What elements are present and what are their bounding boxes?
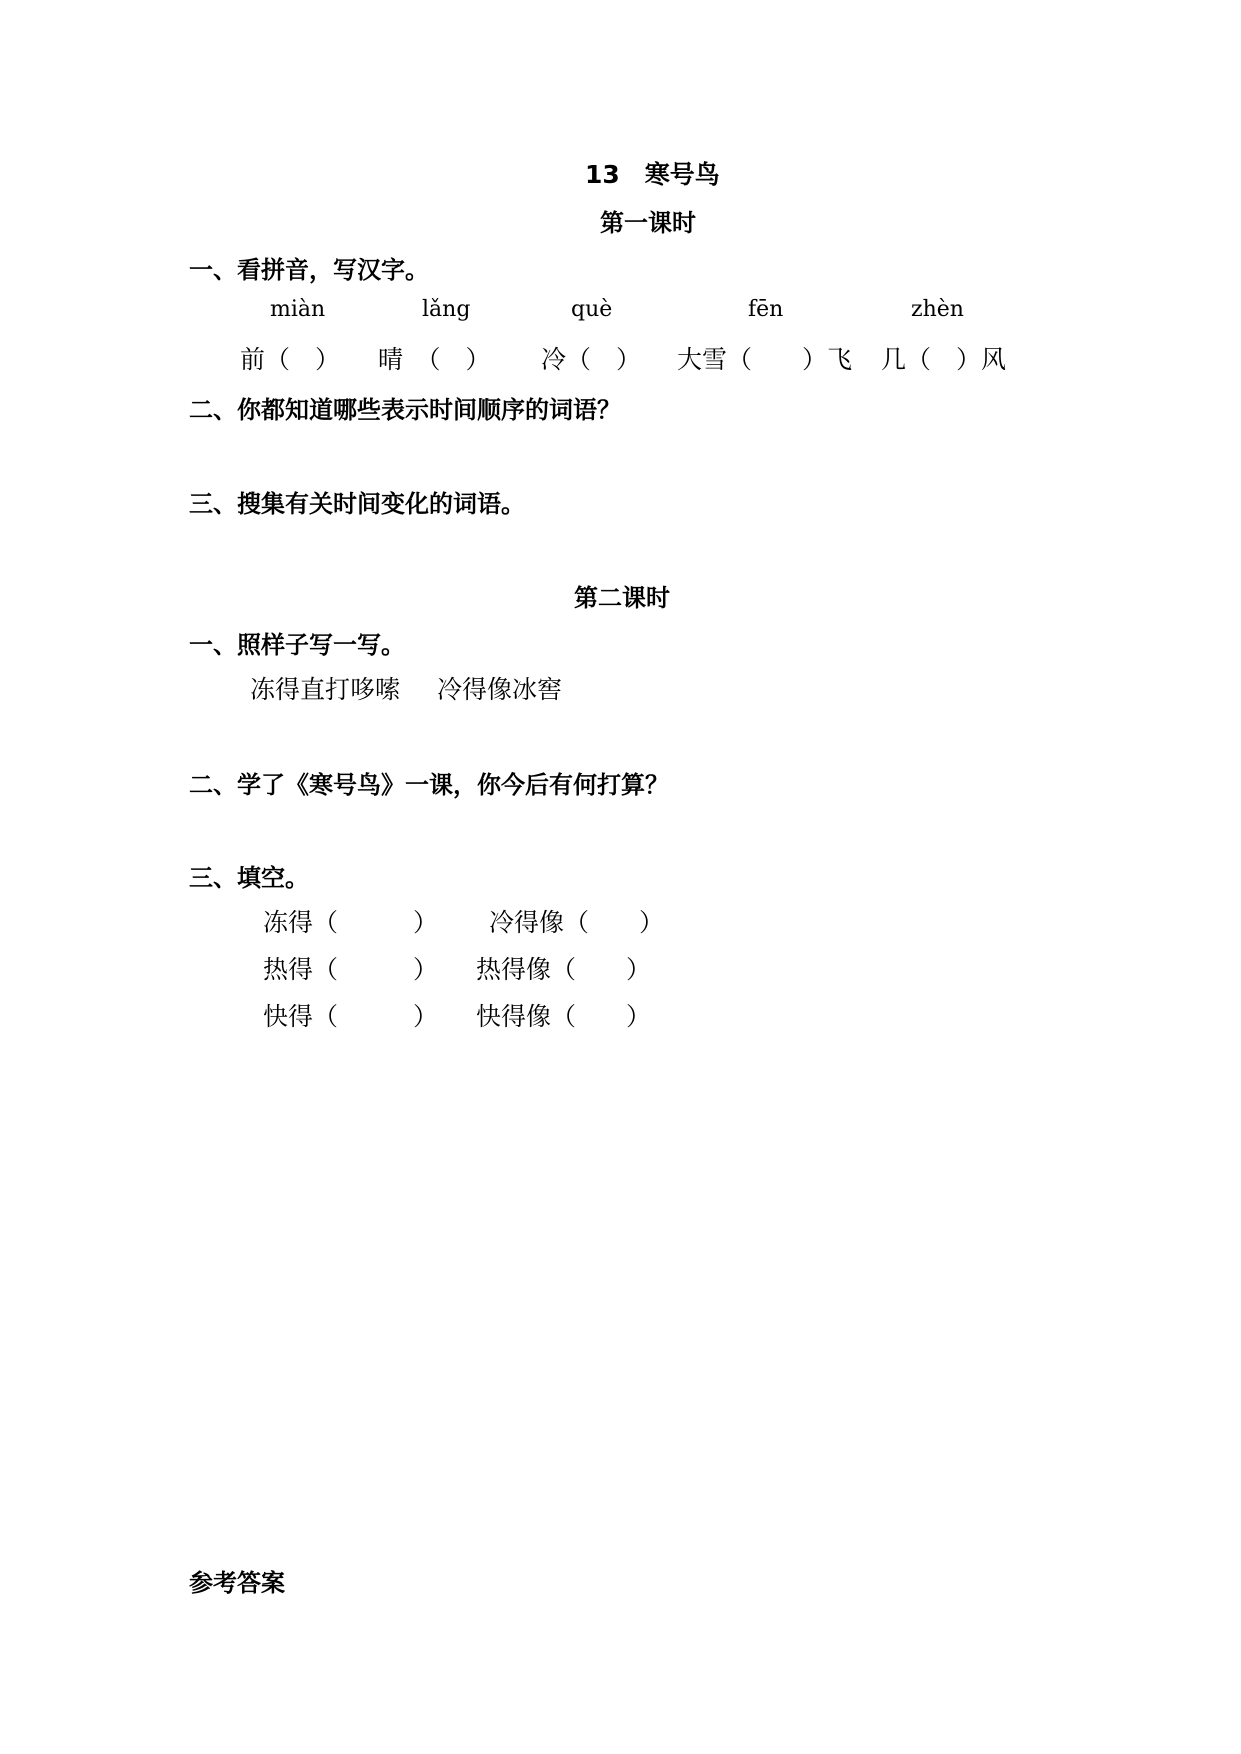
lesson1-q3-label: 三、搜集有关时间变化的词语。 <box>189 490 525 518</box>
char-blank-4: 大雪（ ）飞 <box>677 345 853 374</box>
fill-blank-2a: 热得（ ） <box>263 955 439 984</box>
char-blank-1: 前（ ） <box>240 345 341 374</box>
answers-label: 参考答案 <box>189 1569 285 1597</box>
fill-blank-3b: 快得像（ ） <box>476 1002 652 1031</box>
lesson1-q2-label: 二、你都知道哪些表示时间顺序的词语？ <box>189 396 621 424</box>
pinyin-1: miàn <box>270 297 326 322</box>
example-phrase-2: 冷得像冰窖 <box>437 675 563 704</box>
pinyin-5: zhèn <box>911 297 964 322</box>
fill-blank-1a: 冻得（ ） <box>263 908 439 937</box>
lesson2-q2-label: 二、学了《寒号鸟》一课，你今后有何打算？ <box>189 771 669 799</box>
fill-blank-1b: 冷得像（ ） <box>489 908 665 937</box>
pinyin-3: què <box>571 297 613 322</box>
pinyin-2: lǎng <box>422 297 471 322</box>
char-blank-3: 冷（ ） <box>541 345 642 374</box>
pinyin-4: fēn <box>748 297 784 322</box>
lesson2-q1-label: 一、照样子写一写。 <box>189 631 405 659</box>
lesson2-q3-label: 三、填空。 <box>189 864 309 892</box>
lesson2-heading: 第二课时 <box>574 584 670 612</box>
fill-blank-2b: 热得像（ ） <box>476 955 652 984</box>
fill-blank-3a: 快得（ ） <box>263 1002 439 1031</box>
lesson1-heading: 第一课时 <box>600 209 696 237</box>
document-title: 13 寒号鸟 <box>585 160 720 189</box>
char-blank-2: 晴 （ ） <box>378 345 491 374</box>
lesson1-q1-label: 一、看拼音，写汉字。 <box>189 256 429 284</box>
char-blank-5: 几（ ）风 <box>881 345 1007 374</box>
example-phrase-1: 冻得直打哆嗦 <box>250 675 401 704</box>
